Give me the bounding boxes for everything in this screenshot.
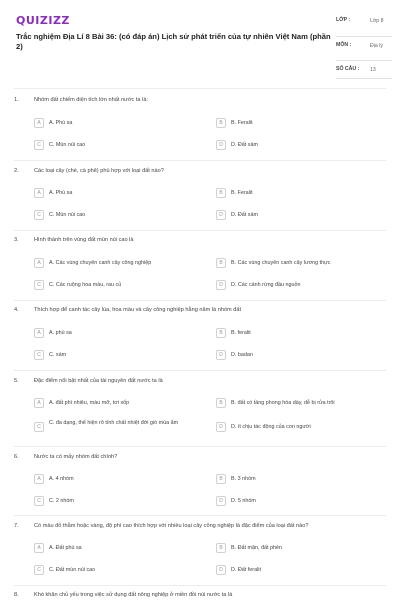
option-text: B. đất có tầng phong hóa dày, dễ bị rửa trôi (231, 400, 335, 406)
option-letter: C (34, 280, 44, 290)
worksheet-title: Trắc nghiệm Địa Lí 8 Bài 36: (có đáp án) Lịch sử phát triển của tự nhiên Việt Nam (phần 2) (16, 32, 331, 51)
option-text: A. Phù sa (49, 120, 73, 126)
option-letter: C (34, 565, 44, 575)
quizizz-logo: QUIZIZZ (16, 14, 70, 27)
option-text: B. Feralit (231, 120, 253, 126)
question-number: 5. (14, 378, 19, 384)
option-text: C. Mùn núi cao (49, 142, 86, 148)
option-letter: D (216, 565, 226, 575)
option-letter: B (216, 398, 226, 408)
option-letter: A (34, 543, 44, 553)
question-divider (14, 370, 386, 371)
option-letter: C (34, 210, 44, 220)
meta-divider (336, 36, 392, 37)
option-letter: D (216, 140, 226, 150)
option-text: A. Phù sa (49, 190, 73, 196)
question-text: Hình thành trên vùng đất mùn núi cao là (34, 237, 134, 243)
option-text: A. đất phì nhiêu, màu mỡ, tơi xốp (49, 400, 130, 406)
option-text: A. Các vùng chuyên canh cây công nghiệp (49, 260, 152, 266)
option-letter: C (34, 350, 44, 360)
option-text: D. 5 nhóm (231, 498, 256, 504)
option-letter: B (216, 188, 226, 198)
question-text: Nhóm đất chiếm diện tích lớn nhất nước ta là: (34, 97, 148, 103)
option-text: C. xám (49, 352, 67, 358)
question-number: 6. (14, 454, 19, 460)
option-letter: D (216, 496, 226, 506)
meta-subject-label: MÔN : (336, 42, 352, 48)
question-divider (14, 160, 386, 161)
question-text: Nước ta có mấy nhóm đất chính? (34, 454, 118, 460)
meta-divider (336, 78, 392, 79)
worksheet-header (0, 0, 400, 84)
option-letter: A (34, 398, 44, 408)
option-letter: B (216, 258, 226, 268)
question-number: 7. (14, 523, 19, 529)
option-letter: C (34, 422, 44, 432)
option-letter: A (34, 328, 44, 338)
meta-class-label: LỚP : (336, 17, 351, 23)
question-text: Có màu đỏ thẫm hoặc vàng, độ phì cao thích hợp với nhiều loại cây công nghiệp là đặc điểm của loại đất nào? (34, 523, 309, 529)
question-divider (14, 446, 386, 447)
option-letter: D (216, 280, 226, 290)
question-number: 4. (14, 307, 19, 313)
option-letter: B (216, 328, 226, 338)
question-divider (14, 230, 386, 231)
question-text: Đặc điểm nổi bật nhất của tài nguyên đất nước ta là (34, 378, 163, 384)
option-text: D. Đất feralit (231, 567, 261, 573)
option-letter: B (216, 118, 226, 128)
option-text: D. badan (231, 352, 253, 358)
option-letter: C (34, 496, 44, 506)
option-text: C. Đất mùn núi cao (49, 567, 96, 573)
question-number: 2. (14, 168, 19, 174)
option-text: B. 3 nhóm (231, 476, 256, 482)
option-text: C. đa dạng, thể hiện rõ tính chất nhiệt đới gió mùa ẩm (49, 420, 179, 426)
option-text: A. Đất phù sa (49, 545, 82, 551)
question-text: Các loại cây (chè, cà phê) phù hợp với loại đất nào? (34, 168, 164, 174)
option-text: B. feralit (231, 330, 251, 336)
option-text: A. phù sa (49, 330, 72, 336)
option-letter: A (34, 118, 44, 128)
option-text: D. Đất xám (231, 142, 258, 148)
header-divider (14, 88, 386, 89)
meta-divider (336, 60, 392, 61)
meta-count-label: SỐ CÂU : (336, 66, 360, 72)
option-letter: B (216, 474, 226, 484)
question-divider (14, 300, 386, 301)
option-text: A. 4 nhóm (49, 476, 74, 482)
option-letter: D (216, 350, 226, 360)
option-text: B. Các vùng chuyên canh cây lương thực (231, 260, 331, 266)
meta-subject-value: Địa lý (370, 43, 383, 49)
question-number: 1. (14, 97, 19, 103)
option-text: C. Mùn núi cao (49, 212, 86, 218)
meta-class-value: Lớp 8 (370, 18, 384, 24)
option-text: D. Các cánh rừng đầu nguồn (231, 282, 301, 288)
option-letter: A (34, 258, 44, 268)
option-letter: C (34, 140, 44, 150)
question-number: 3. (14, 237, 19, 243)
option-text: C. 2 nhóm (49, 498, 74, 504)
meta-count-value: 13 (370, 67, 376, 73)
question-text: Khó khăn chủ yếu trong việc sử dụng đất nông nghiệp ở miền đồi núi nước ta là (34, 592, 233, 598)
question-divider (14, 585, 386, 586)
option-text: B. Feralit (231, 190, 253, 196)
option-letter: D (216, 422, 226, 432)
option-letter: A (34, 474, 44, 484)
option-text: B. Đất mặn, đất phèn (231, 545, 282, 551)
question-number: 8. (14, 592, 19, 598)
option-text: D. ít chịu tác động của con người (231, 424, 311, 430)
option-letter: D (216, 210, 226, 220)
option-text: D. Đất xám (231, 212, 258, 218)
option-letter: A (34, 188, 44, 198)
question-text: Thích hợp để canh tác cây lúa, hoa màu và cây công nghiệp hằng năm là nhóm đất (34, 307, 242, 313)
option-text: C. Các ruộng hoa màu, rau củ (49, 282, 122, 288)
question-divider (14, 515, 386, 516)
option-letter: B (216, 543, 226, 553)
